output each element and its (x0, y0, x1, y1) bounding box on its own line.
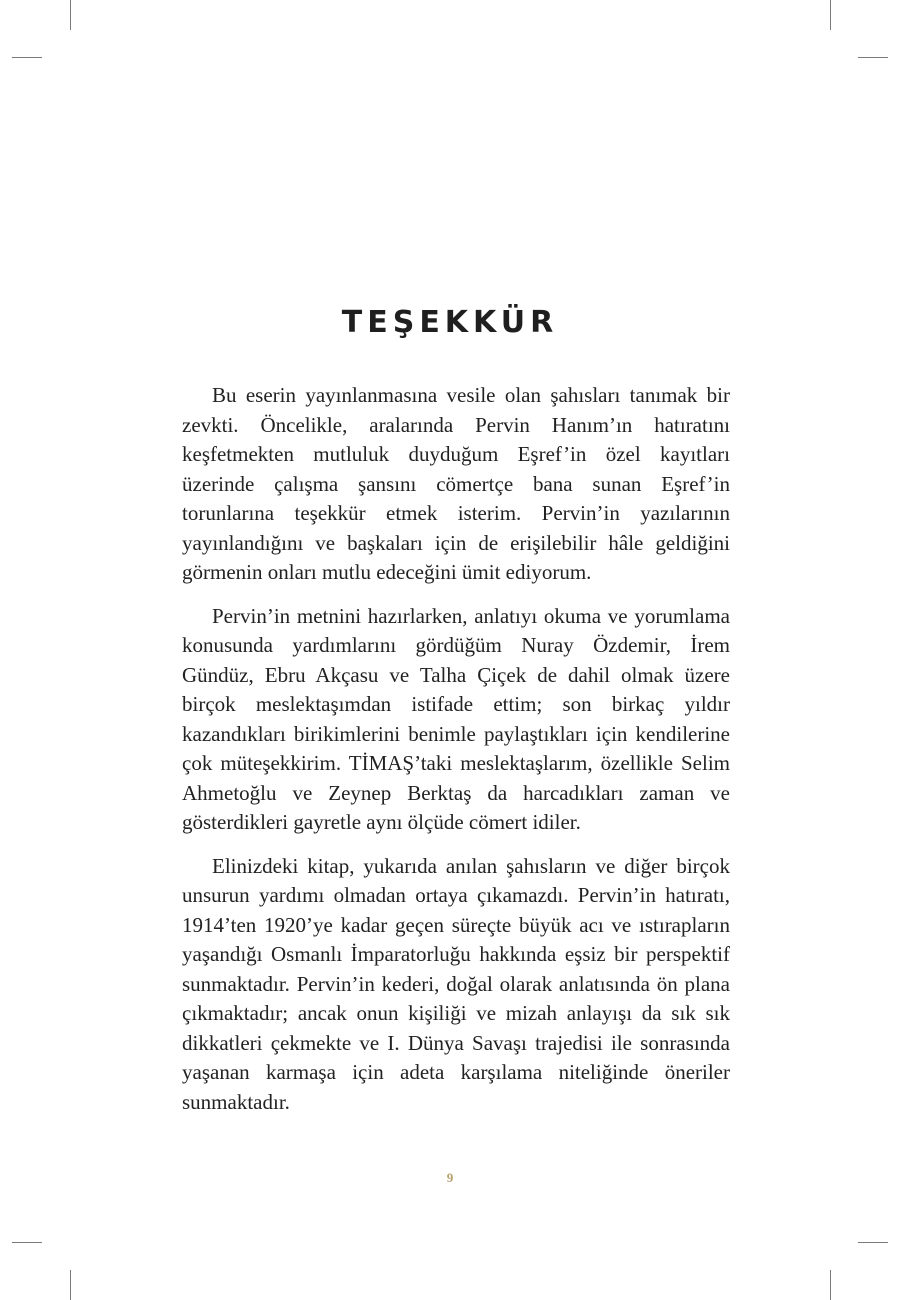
crop-mark-bottom-left-horizontal (12, 1242, 42, 1243)
page-title: TEŞEKKÜR (341, 305, 559, 340)
body-text (182, 381, 730, 1131)
paragraph-1: Bu eserin yayınlanmasına vesile olan şahısları tanımak bir zevkti. Öncelikle, aralarında Pervin Hanım’ın hatıratını keşfetmekten mutluluk duyduğum Eşref’in özel kayıtları üzerinde çalışma şansını cömertçe bana sunan Eşref’in torunlarına teşekkür etmek isterim. Pervin’in yazılarının yayınlandığını ve başkaları için de erişilebilir hâle geldiğini görmenin onları mutlu edeceğini ümit ediyorum. (182, 383, 730, 584)
paragraph-2: Pervin’in metnini hazırlarken, anlatıyı okuma ve yorumlama konusunda yardımlarını gördüğüm Nuray Özdemir, İrem Gündüz, Ebru Akçasu ve Talha Çiçek de dahil olmak üzere birçok meslektaşımdan istifade ettim; son birkaç yıldır kazandıkları birikimlerini benimle paylaştıkları için kendilerine çok müteşekkirim. TİMAŞ’taki meslektaşlarım, özellikle Selim Ahmetoğlu ve Zeynep Berktaş da harcadıkları zaman ve gösterdikleri gayretle aynı ölçüde cömert idiler. (182, 603, 730, 834)
crop-mark-top-right-vertical (830, 0, 831, 30)
crop-mark-top-left-vertical (70, 0, 71, 30)
crop-mark-bottom-right-horizontal (858, 1242, 888, 1243)
crop-mark-top-left-horizontal (12, 57, 42, 58)
page-number: 9 (446, 1170, 454, 1185)
crop-mark-top-right-horizontal (858, 57, 888, 58)
paragraph-3: Elinizdeki kitap, yukarıda anılan şahısların ve diğer birçok unsurun yardımı olmadan ortaya çıkamazdı. Pervin’in hatıratı, 1914’ten 1920’ye kadar geçen süreçte büyük acı ve ıstırapların yaşandığı Osmanlı İmparatorluğu hakkında eşsiz bir perspektif sunmaktadır. Pervin’in kederi, doğal olarak anlatısında ön plana çıkmaktadır; ancak onun kişiliği ve mizah anlayışı da sık sık dikkatleri çekmekte ve I. Dünya Savaşı trajedisi ile sonrasında yaşanan karmaşa için adeta karşılama niteliğinde öneriler sunmaktadır. (182, 853, 730, 1114)
crop-mark-bottom-left-vertical (70, 1270, 71, 1300)
crop-mark-bottom-right-vertical (830, 1270, 831, 1300)
